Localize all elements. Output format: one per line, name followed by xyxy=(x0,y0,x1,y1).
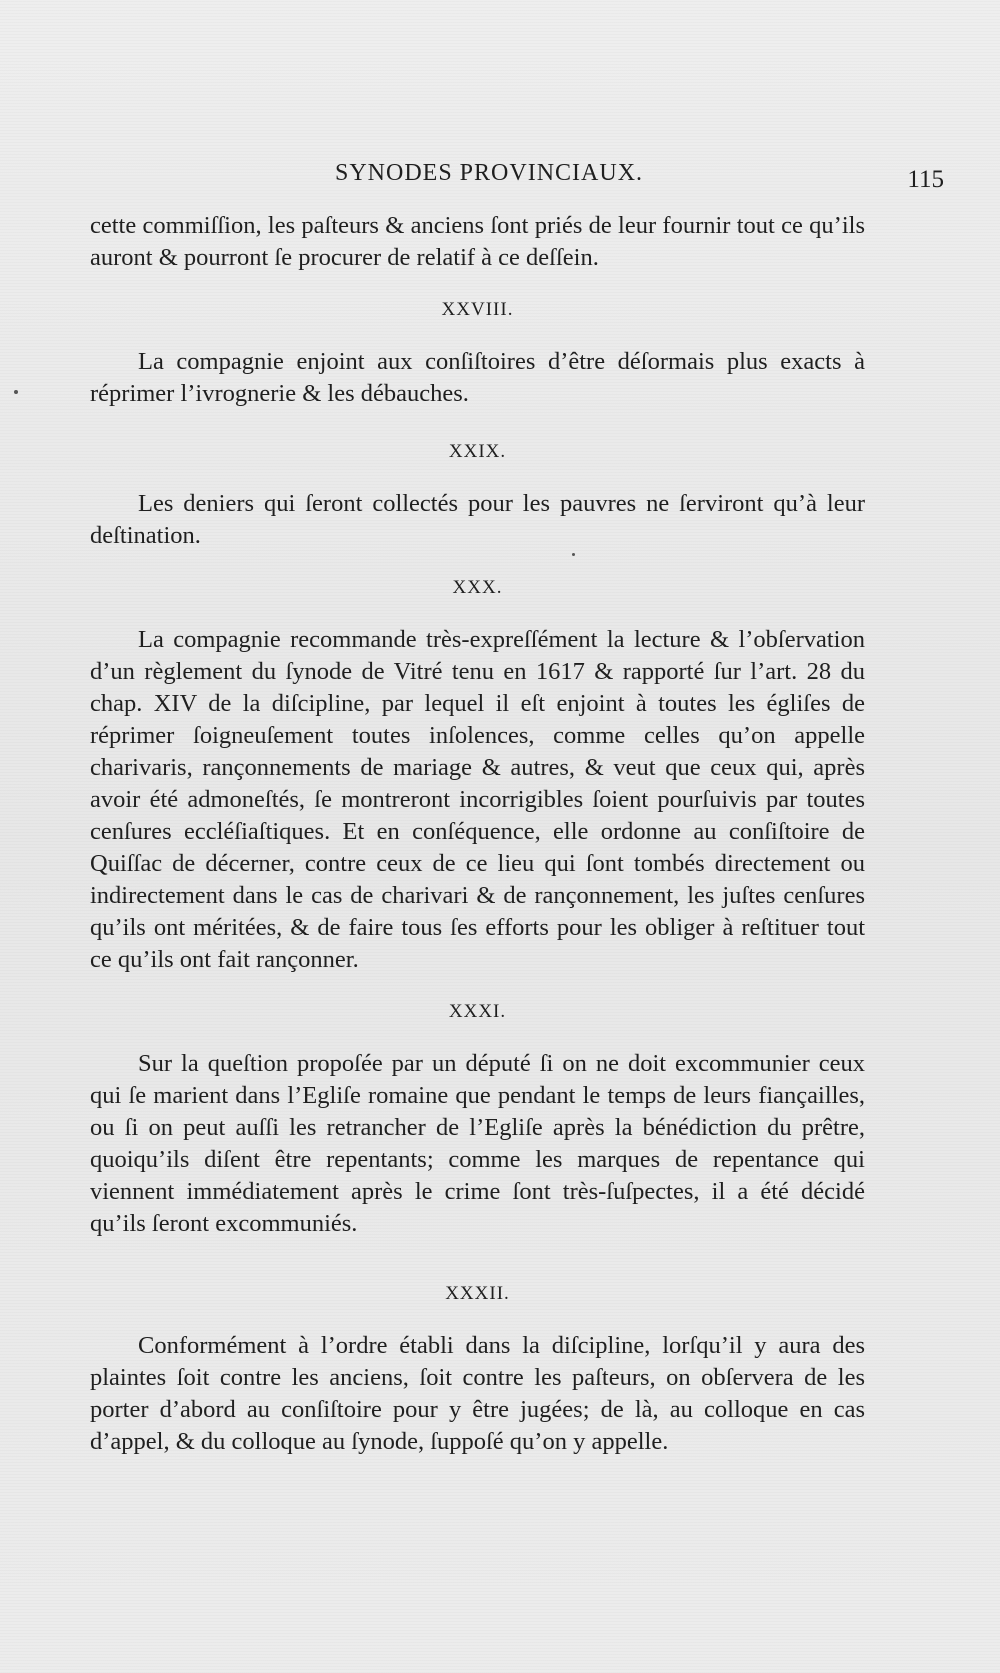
running-head: SYNODES PROVINCIAUX. xyxy=(335,160,644,186)
article-heading-xxxi: XXXI. xyxy=(448,1001,507,1022)
article-heading-xxix: XXIX. xyxy=(448,441,507,462)
article-text-xxix: Les deniers qui ſeront collectés pour les pauvres ne ſerviront qu’à leur deſtination. xyxy=(90,490,865,549)
article-heading-xxx: XXX. xyxy=(452,577,503,598)
article-text-xxviii: La compagnie enjoint aux conſiſtoires d’être déſormais plus exacts à réprimer l’ivrognerie & les débauches. xyxy=(90,348,865,407)
ink-speck xyxy=(14,390,18,394)
page-number: 115 xyxy=(907,166,944,193)
article-heading-xxxii: XXXII. xyxy=(445,1283,510,1304)
page-header xyxy=(80,160,944,200)
article-text-xxx: La compagnie recommande très-expreſſément la lecture & l’obſervation d’un règlement du ſynode de Vitré tenu en 1617 & rapporté ſur l’art. 28 du chap. XIV de la diſcipline, par lequel il eſt enjoint à toutes les égliſes de réprimer ſoigneuſement toutes inſolences, comme celles qu’on appelle charivaris, rançonnements de mariage & autres, & veut que ceux qui, après avoir été admoneſtés, ſe montreront incorrigibles ſoient pourſuivis par toutes cenſures eccléſiaſtiques. Et en conſéquence, elle ordonne au conſiſtoire de Quiſſac de décerner, contre ceux de ce lieu qui ſont tombés directement ou indirectement dans le cas de charivari & de rançonnement, les juſtes cenſures qu’ils ont méritées, & de faire tous ſes efforts pour les obliger à reſtituer tout ce qu’ils ont fait rançonner. xyxy=(90,626,865,973)
paragraph-continuation: cette commiſſion, les paſteurs & anciens ſont priés de leur fournir tout ce qu’ils auront & pourront ſe procurer de relatif à ce deſſein. xyxy=(90,212,865,271)
article-heading-xxviii: XXVIII. xyxy=(441,299,514,320)
article-text-xxxi: Sur la queſtion propoſée par un député ſi on ne doit excommunier ceux qui ſe marient dans l’Egliſe romaine que pendant le temps de leurs fiançailles, ou ſi on peut auſſi les retrancher de l’Egliſe après la bénédiction du prêtre, quoiqu’ils diſent être repentants; comme les marques de repentance qui viennent immédiatement après le crime ſont très-ſuſpectes, il a été décidé qu’ils ſeront excommuniés. xyxy=(90,1050,865,1237)
article-text-xxxii: Conformément à l’ordre établi dans la diſcipline, lorſqu’il y aura des plaintes ſoit contre les anciens, ſoit contre les paſteurs, on obſervera de les porter d’abord au conſiſtoire pour y être jugées; de là, au colloque en cas d’appel, & du colloque au ſynode, ſuppoſé qu’on y appelle. xyxy=(90,1332,865,1455)
page-body xyxy=(90,210,865,1458)
